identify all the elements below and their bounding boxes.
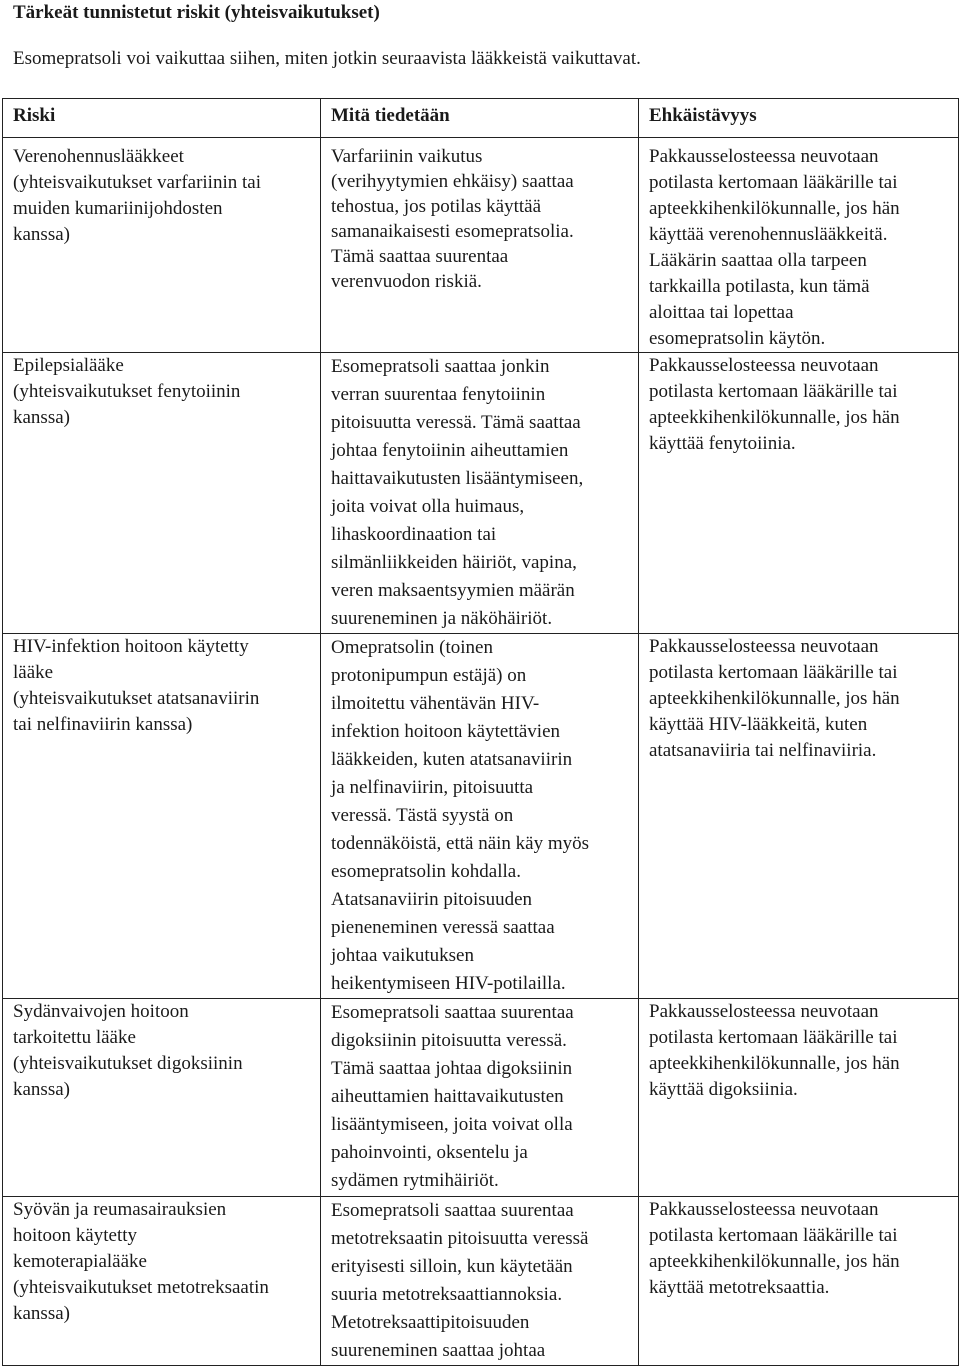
prevention-text: Pakkausselosteessa neuvotaan potilasta kertomaan lääkärille tai apteekkihenkilökunnalle, jos hän käyttää fenytoiinia. (649, 355, 900, 454)
known-cell (321, 999, 639, 1197)
known-text: Esomepratsoli saattaa suurentaa digoksiinin pitoisuutta veressä. Tämä saattaa johtaa digoksiinin aiheuttamien haittavaikutusten lisääntymiseen, joita voivat olla pahoinvointi, oksentelu ja sydämen rytmihäiriöt. (331, 1002, 574, 1191)
header-risk: Riski (3, 99, 321, 138)
table-row (3, 634, 959, 999)
risk-text: HIV-infektion hoitoon käytetty lääke (yhteisvaikutukset atatsanaviirin tai nelfinaviirin kanssa) (13, 636, 260, 735)
known-cell (321, 634, 639, 999)
prevention-text: Pakkausselosteessa neuvotaan potilasta kertomaan lääkärille tai apteekkihenkilökunnalle, jos hän käyttää metotreksaattia. (649, 1199, 900, 1298)
risk-text: Verenohennuslääkkeet (yhteisvaikutukset varfariinin tai muiden kumariinijohdosten kanssa) (13, 146, 261, 245)
known-text: Esomepratsoli saattaa jonkin verran suurentaa fenytoiinin pitoisuutta veressä. Tämä saattaa johtaa fenytoiinin aiheuttamien haittavaikutusten lisääntymiseen, joita voivat olla huimaus, lihaskoordinaation tai silmänliikkeiden häiriöt, vapina, veren maksaentsyymien määrän suureneminen ja näköhäiriöt. (331, 356, 584, 629)
intro-text: Esomepratsoli voi vaikuttaa siihen, miten jotkin seuraavista lääkkeistä vaikuttavat. (13, 48, 641, 69)
known-text: Esomepratsoli saattaa suurentaa metotreksaatin pitoisuutta veressä erityisesti silloin, kun käytetään suuria metotreksaattiannoksia. Metotreksaattipitoisuuden suureneminen saattaa johtaa (331, 1200, 589, 1361)
prevention-cell (639, 634, 959, 999)
risk-cell (3, 1197, 321, 1366)
risk-cell (3, 138, 321, 353)
risk-table (2, 98, 959, 1366)
risk-text: Epilepsialääke (yhteisvaikutukset fenytoiinin kanssa) (13, 355, 241, 428)
prevention-cell (639, 138, 959, 353)
risk-cell (3, 353, 321, 634)
risk-text: Sydänvaivojen hoitoon tarkoitettu lääke (yhteisvaikutukset digoksiinin kanssa) (13, 1001, 243, 1100)
header-known: Mitä tiedetään (321, 99, 639, 138)
table-header-row (3, 99, 959, 138)
table-row (3, 999, 959, 1197)
risk-cell (3, 634, 321, 999)
section-heading: Tärkeät tunnistetut riskit (yhteisvaikutukset) (13, 2, 380, 23)
known-cell (321, 353, 639, 634)
table-row (3, 138, 959, 353)
known-cell (321, 1197, 639, 1366)
prevention-cell (639, 1197, 959, 1366)
prevention-cell (639, 999, 959, 1197)
prevention-text: Pakkausselosteessa neuvotaan potilasta kertomaan lääkärille tai apteekkihenkilökunnalle, jos hän käyttää verenohennuslääkkeitä. Lääkärin saattaa olla tarpeen tarkkailla potilasta, kun tämä aloittaa tai lopettaa esomepratsolin käytön. (649, 146, 900, 349)
known-text: Varfariinin vaikutus (verihyytymien ehkäisy) saattaa tehostua, jos potilas käyttää samanaikaisesti esomepratsolia. Tämä saattaa suurentaa verenvuodon riskiä. (331, 146, 574, 292)
header-prevention: Ehkäistävyys (639, 99, 959, 138)
known-text: Omepratsolin (toinen protonipumpun estäjä) on ilmoitettu vähentävän HIV- infektion hoitoon käytettävien lääkkeiden, kuten atatsanaviirin ja nelfinaviirin, pitoisuutta veressä. Tästä syystä on todennäköistä, että näin käy myös esomepratsolin kohdalla. Atatsanaviirin pitoisuuden pieneneminen veressä saattaa johtaa vaikutuksen heikentymiseen HIV-potilailla. (331, 637, 590, 994)
table-row (3, 1197, 959, 1366)
known-cell (321, 138, 639, 353)
prevention-text: Pakkausselosteessa neuvotaan potilasta kertomaan lääkärille tai apteekkihenkilökunnalle, jos hän käyttää digoksiinia. (649, 1001, 900, 1100)
risk-text: Syövän ja reumasairauksien hoitoon käytetty kemoterapialääke (yhteisvaikutukset metotreksaatin kanssa) (13, 1199, 269, 1324)
risk-cell (3, 999, 321, 1197)
table-row (3, 353, 959, 634)
prevention-cell (639, 353, 959, 634)
prevention-text: Pakkausselosteessa neuvotaan potilasta kertomaan lääkärille tai apteekkihenkilökunnalle, jos hän käyttää HIV-lääkkeitä, kuten atatsanaviiria tai nelfinaviiria. (649, 636, 900, 761)
